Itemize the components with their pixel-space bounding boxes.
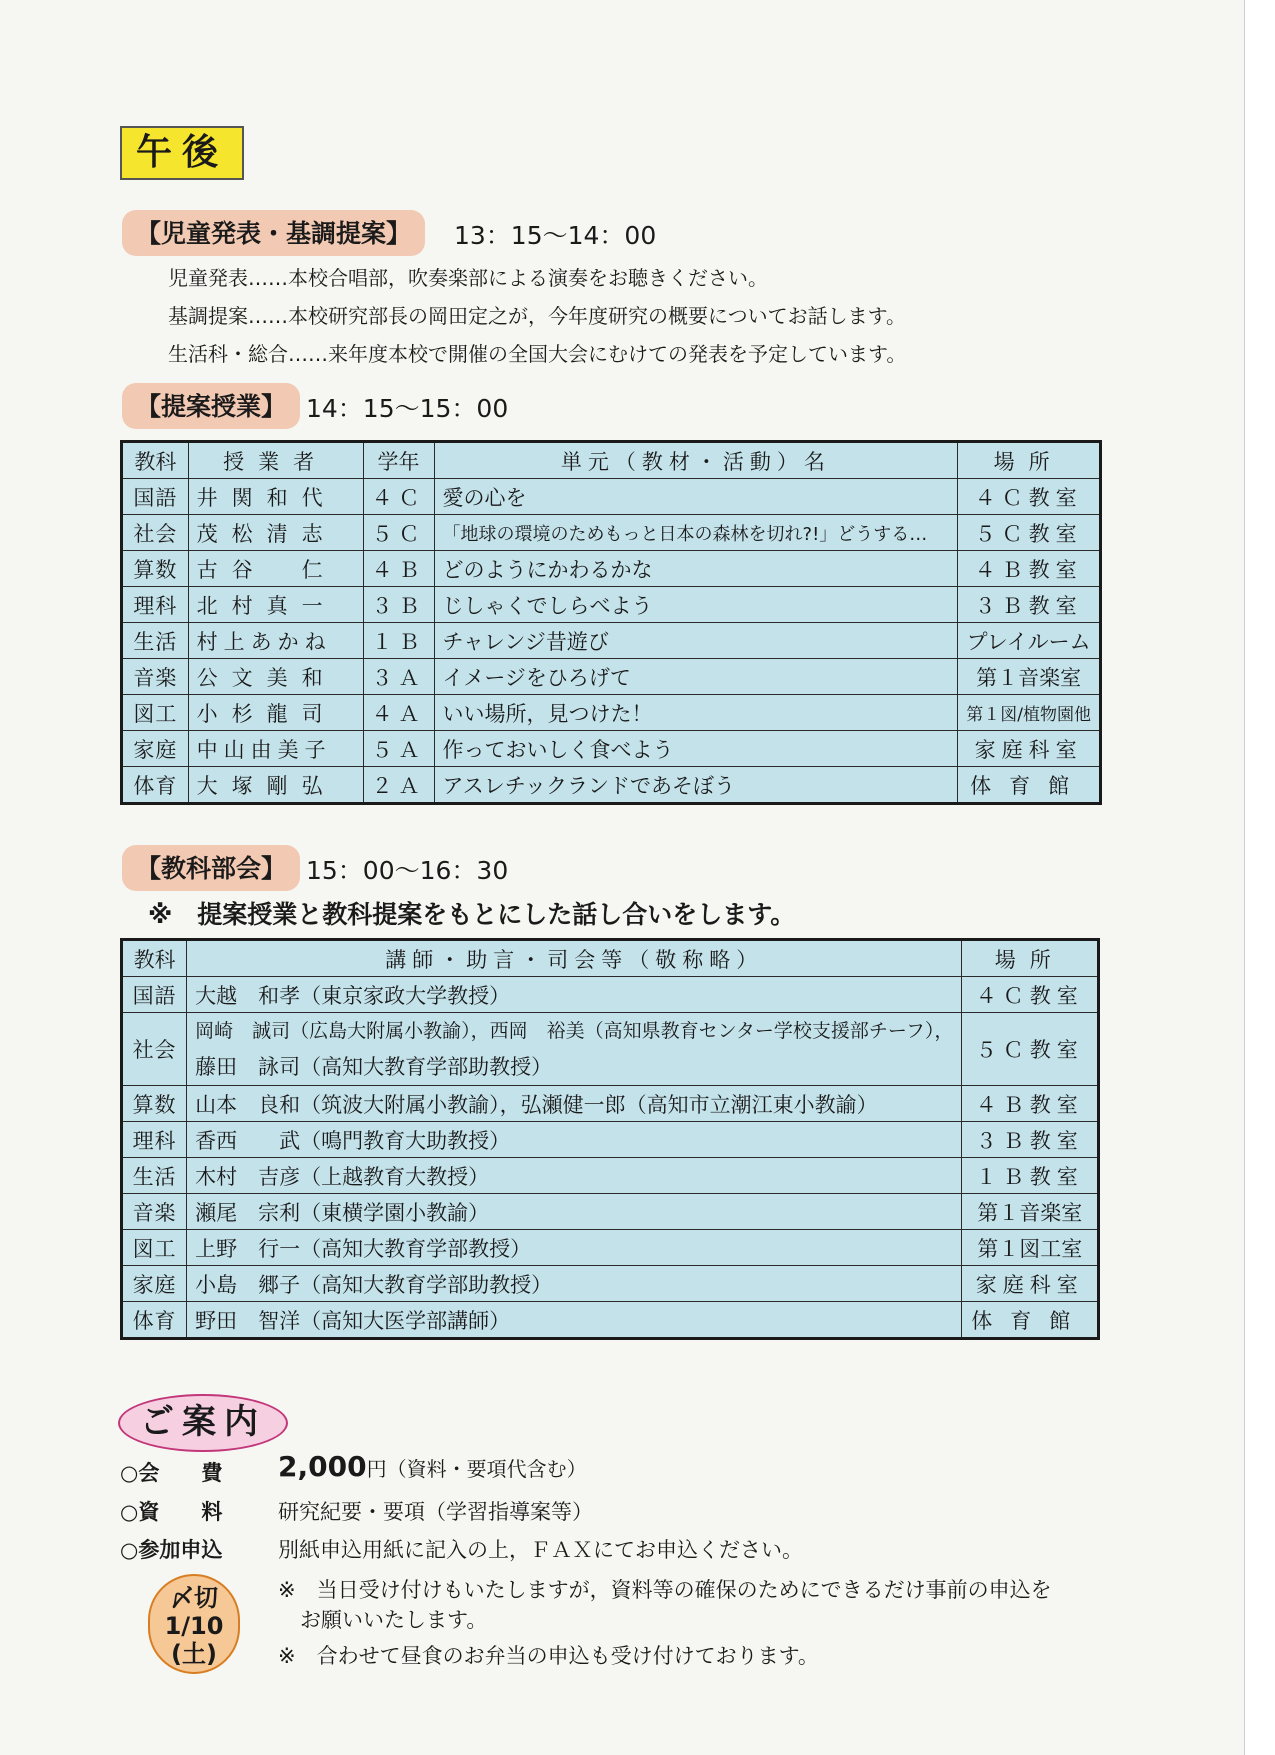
section-lessons-time: 14：15〜15：00	[306, 394, 509, 423]
table-row	[122, 977, 1099, 1013]
row-subject: 体育	[122, 767, 189, 804]
row-unit: じしゃくでしらべよう	[434, 587, 958, 623]
row-place: 第１音楽室	[962, 1194, 1099, 1230]
row-subject: 算数	[122, 1086, 187, 1122]
row-unit: 愛の心を	[434, 479, 958, 515]
table-row	[122, 1230, 1099, 1266]
table-row	[122, 1013, 1099, 1086]
row-place: プレイルーム	[958, 623, 1101, 659]
table-header-row	[122, 940, 1099, 977]
header-subject: 教科	[122, 442, 189, 479]
guide-note-1-cont: お願いいたします。	[300, 1608, 488, 1632]
guide-title: ご案内	[118, 1394, 288, 1452]
row-place: ５Ｃ教室	[962, 1013, 1099, 1086]
row-subject: 体育	[122, 1302, 187, 1339]
apply-value: 別紙申込用紙に記入の上，ＦＡＸにてお申込ください。	[278, 1538, 803, 1562]
row-place: 家庭科室	[962, 1266, 1099, 1302]
row-teacher: 村上あかね	[188, 623, 363, 659]
deadline-line-3: (土)	[171, 1640, 217, 1668]
row-place: １Ｂ教室	[962, 1158, 1099, 1194]
table-row	[122, 659, 1101, 695]
header-subject: 教科	[122, 940, 187, 977]
table-row	[122, 1194, 1099, 1230]
apply-label: ○参加申込	[120, 1538, 223, 1562]
row-grade: ５Ｃ	[363, 515, 434, 551]
row-unit: いい場所，見つけた！	[434, 695, 958, 731]
breakout-table	[120, 938, 1100, 1340]
row-subject: 生活	[122, 1158, 187, 1194]
children-line-1: 児童発表……本校合唱部，吹奏楽部による演奏をお聴きください。	[168, 266, 768, 290]
row-grade: ３Ａ	[363, 659, 434, 695]
row-subject: 家庭	[122, 1266, 187, 1302]
row-subject: 国語	[122, 479, 189, 515]
table-row	[122, 1302, 1099, 1339]
row-place: ５Ｃ教室	[958, 515, 1101, 551]
row-teacher: 古谷 仁	[188, 551, 363, 587]
row-subject: 音楽	[122, 1194, 187, 1230]
row-place: 体育館	[962, 1302, 1099, 1339]
header-advisors: 講師・助言・司会等（敬称略）	[187, 940, 962, 977]
row-place: ４Ｂ教室	[958, 551, 1101, 587]
section-breakout-time: 15：00〜16：30	[306, 856, 509, 885]
row-grade: ４Ｂ	[363, 551, 434, 587]
row-advisor: 山本 良和（筑波大附属小教諭），弘瀬健一郎（高知市立潮江東小教諭）	[187, 1086, 962, 1122]
materials-label: ○資 料	[120, 1500, 223, 1524]
row-unit: どのようにかわるかな	[434, 551, 958, 587]
children-line-2: 基調提案……本校研究部長の岡田定之が，今年度研究の概要についてお話します。	[168, 304, 906, 328]
row-subject: 音楽	[122, 659, 189, 695]
table-row	[122, 1086, 1099, 1122]
row-subject: 家庭	[122, 731, 189, 767]
page-edge	[1244, 0, 1275, 1755]
row-subject: 理科	[122, 1122, 187, 1158]
row-place: 第１図工室	[962, 1230, 1099, 1266]
table-row	[122, 1158, 1099, 1194]
row-unit: アスレチックランドであそぼう	[434, 767, 958, 804]
row-teacher: 公文美和	[188, 659, 363, 695]
row-grade: ４Ｃ	[363, 479, 434, 515]
row-place: ３Ｂ教室	[962, 1122, 1099, 1158]
row-place: ３Ｂ教室	[958, 587, 1101, 623]
materials-value: 研究紀要・要項（学習指導案等）	[278, 1500, 593, 1524]
row-unit: 作っておいしく食べよう	[434, 731, 958, 767]
header-place: 場所	[962, 940, 1099, 977]
table-row	[122, 695, 1101, 731]
row-subject: 算数	[122, 551, 189, 587]
table-row	[122, 587, 1101, 623]
deadline-badge	[148, 1574, 240, 1674]
row-teacher: 大塚剛弘	[188, 767, 363, 804]
row-subject: 図工	[122, 695, 189, 731]
row-teacher: 中山由美子	[188, 731, 363, 767]
section-lessons-label: 【提案授業】	[122, 383, 300, 429]
row-advisor: 小島 郷子（高知大教育学部助教授）	[187, 1266, 962, 1302]
header-place: 場所	[958, 442, 1101, 479]
fee-unit: 円（資料・要項代含む）	[366, 1457, 587, 1481]
row-place: 第１音楽室	[958, 659, 1101, 695]
table-row	[122, 515, 1101, 551]
section-breakout-label: 【教科部会】	[122, 845, 300, 891]
row-advisor: 木村 吉彦（上越教育大教授）	[187, 1158, 962, 1194]
row-advisor: 野田 智洋（高知大医学部講師）	[187, 1302, 962, 1339]
row-advisor: 香西 武（鳴門教育大助教授）	[187, 1122, 962, 1158]
fee-amount: 2,000	[278, 1450, 367, 1483]
guide-note-1: ※ 当日受け付けもいたしますが，資料等の確保のためにできるだけ事前の申込を	[278, 1578, 1052, 1602]
row-advisor: 大越 和孝（東京家政大学教授）	[187, 977, 962, 1013]
row-subject: 理科	[122, 587, 189, 623]
row-grade: ２Ａ	[363, 767, 434, 804]
row-grade: ５Ａ	[363, 731, 434, 767]
header-grade: 学年	[363, 442, 434, 479]
row-grade: ３Ｂ	[363, 587, 434, 623]
row-subject: 生活	[122, 623, 189, 659]
row-unit: イメージをひろげて	[434, 659, 958, 695]
row-place: ４Ｂ教室	[962, 1086, 1099, 1122]
row-advisor-line: 藤田 詠司（高知大教育学部助教授）	[195, 1055, 553, 1079]
fee-value	[278, 1450, 587, 1483]
row-advisor: 上野 行一（高知大教育学部教授）	[187, 1230, 962, 1266]
header-teacher: 授業者	[188, 442, 363, 479]
afternoon-heading: 午後	[120, 126, 244, 180]
table-row	[122, 479, 1101, 515]
lessons-table	[120, 440, 1102, 805]
row-advisor: 瀬尾 宗利（東横学園小教諭）	[187, 1194, 962, 1230]
fee-label: ○会 費	[120, 1461, 223, 1485]
row-place: 体育館	[958, 767, 1101, 804]
row-teacher: 井関和代	[188, 479, 363, 515]
row-grade: １Ｂ	[363, 623, 434, 659]
row-unit: 「地球の環境のためもっと日本の森林を切れ?!」どうする…	[434, 515, 958, 551]
row-teacher: 北村真一	[188, 587, 363, 623]
row-subject: 国語	[122, 977, 187, 1013]
header-unit: 単元（教材・活動）名	[434, 442, 958, 479]
table-row	[122, 1122, 1099, 1158]
row-place: 家庭科室	[958, 731, 1101, 767]
children-line-3: 生活科・総合……来年度本校で開催の全国大会にむけての発表を予定しています。	[168, 342, 907, 366]
guide-note-2: ※ 合わせて昼食のお弁当の申込も受け付けております。	[278, 1644, 819, 1668]
row-unit: チャレンジ昔遊び	[434, 623, 958, 659]
table-row	[122, 1266, 1099, 1302]
row-subject: 社会	[122, 1013, 187, 1086]
table-row	[122, 767, 1101, 804]
row-place: ４Ｃ教室	[962, 977, 1099, 1013]
row-place: ４Ｃ教室	[958, 479, 1101, 515]
row-place: 第１図/植物園他	[958, 695, 1101, 731]
row-teacher: 茂松清志	[188, 515, 363, 551]
row-subject: 社会	[122, 515, 189, 551]
table-row	[122, 551, 1101, 587]
breakout-note: ※ 提案授業と教科提案をもとにした話し合いをします。	[148, 900, 796, 929]
table-row	[122, 731, 1101, 767]
row-advisor	[187, 1013, 962, 1086]
row-advisor-line: 岡崎 誠司（広島大附属小教諭），西岡 裕美（高知県教育センター学校支援部チーフ），	[195, 1020, 954, 1042]
deadline-line-1: 〆切	[170, 1584, 218, 1612]
table-header-row	[122, 442, 1101, 479]
section-children-time: 13：15〜14：00	[454, 221, 657, 250]
row-grade: ４Ａ	[363, 695, 434, 731]
row-teacher: 小杉龍司	[188, 695, 363, 731]
table-row	[122, 623, 1101, 659]
row-subject: 図工	[122, 1230, 187, 1266]
section-children-label: 【児童発表・基調提案】	[122, 210, 425, 256]
deadline-line-2: 1/10	[164, 1612, 224, 1640]
